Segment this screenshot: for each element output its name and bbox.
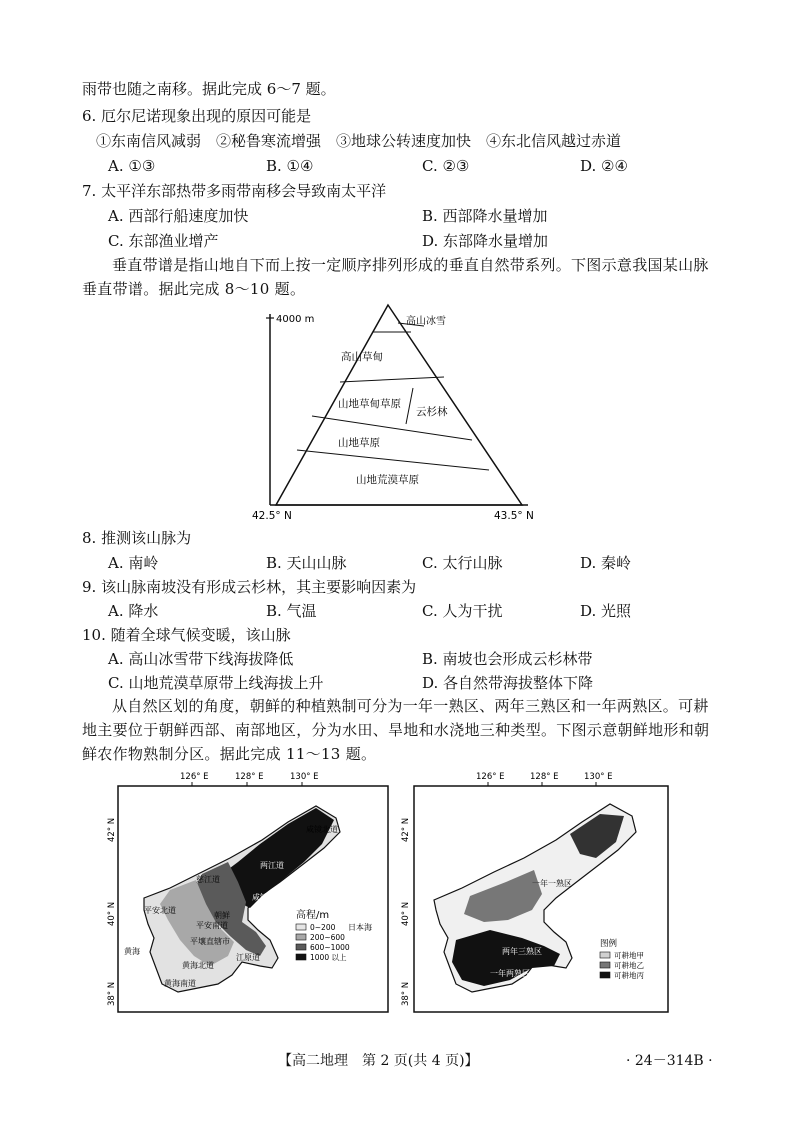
q8-option-d: D. 秦岭 <box>580 554 632 572</box>
place-chagang: 慈江道 <box>196 875 220 884</box>
paper-code: · 24－314B · <box>626 1053 713 1069</box>
legend-arable-c: 可耕地丙 <box>614 971 644 980</box>
q9-option-a: A. 降水 <box>108 602 159 620</box>
page-footer: 【高二地理 第 2 页(共 4 页)】 <box>278 1053 479 1069</box>
lat-label-38: 38° N <box>107 981 117 1006</box>
zone-mountain-steppe: 山地草原 <box>338 437 380 449</box>
lon-label-130: 130° E <box>584 772 613 782</box>
q10-option-d: D. 各自然带海拔整体下降 <box>422 674 594 692</box>
lat-label-42: 42° N <box>401 817 411 842</box>
q9-option-b: B. 气温 <box>266 602 317 620</box>
legend-0-200: 0~200 <box>310 923 336 932</box>
intro-end: 雨带也随之南移。据此完成 6～7 题。 <box>82 80 336 98</box>
q6-option-d: D. ②④ <box>580 157 628 175</box>
q7-stem: 7. 太平洋东部热带多雨带南移会导致南太平洋 <box>82 182 387 200</box>
zone-three-crops-two-years: 两年三熟区 <box>502 947 542 956</box>
legend-arable-a: 可耕地甲 <box>614 951 644 960</box>
q10-option-a: A. 高山冰雪带下线海拔降低 <box>108 650 294 668</box>
zone-alpine-ice-snow: 高山冰雪 <box>406 316 446 327</box>
q6-statements: ①东南信风减弱 ②秘鲁寒流增强 ③地球公转速度加快 ④东北信风越过赤道 <box>96 132 622 150</box>
lon-label-126: 126° E <box>180 772 209 782</box>
left-latitude-label: 42.5° N <box>252 510 292 522</box>
right-latitude-label: 43.5° N <box>494 510 534 522</box>
vertical-zonation-diagram <box>250 300 550 522</box>
zone-mountain-desert-steppe: 山地荒漠草原 <box>356 474 419 486</box>
q7-option-d: D. 东部降水量增加 <box>422 232 549 250</box>
q7-option-c: C. 东部渔业增产 <box>108 232 219 250</box>
lat-label-40: 40° N <box>107 901 117 926</box>
q8-option-a: A. 南岭 <box>108 554 159 572</box>
zone-double-crop: 一年两熟区 <box>490 969 530 978</box>
q7-option-a: A. 西部行船速度加快 <box>108 207 249 225</box>
lat-label-40: 40° N <box>401 901 411 926</box>
place-yellow-sea: 黄海 <box>124 947 140 956</box>
q6-option-a: A. ①③ <box>108 157 156 175</box>
q8-stem: 8. 推测该山脉为 <box>82 529 192 547</box>
cropping-legend-title: 图例 <box>600 939 618 949</box>
q6-option-c: C. ②③ <box>422 157 470 175</box>
place-sea-of-japan: 日本海 <box>348 923 372 932</box>
north-korea-cropping-map <box>401 770 680 1020</box>
legend-1000-plus: 1000 以上 <box>310 953 347 962</box>
place-south-hwanghae: 黄海南道 <box>164 979 196 988</box>
q10-option-b: B. 南坡也会形成云杉林带 <box>422 650 593 668</box>
zone-mountain-meadow-steppe: 山地草甸草原 <box>338 398 401 410</box>
q9-option-c: C. 人为干扰 <box>422 602 503 620</box>
q9-option-d: D. 光照 <box>580 602 632 620</box>
lon-label-128: 128° E <box>235 772 264 782</box>
q8-option-c: C. 太行山脉 <box>422 554 503 572</box>
place-north-hwanghae: 黄海北道 <box>182 961 214 970</box>
legend-600-1000: 600~1000 <box>310 943 350 952</box>
elevation-legend-title: 高程/m <box>296 910 330 921</box>
place-kangwon: 江原道 <box>236 953 260 962</box>
q8-option-b: B. 天山山脉 <box>266 554 347 572</box>
height-label-4000m: 4000 m <box>276 314 315 325</box>
place-pyongyang: 平壤直辖市 <box>190 937 230 946</box>
place-south-hamgyong: 咸镜南道 <box>252 893 284 902</box>
lat-label-38: 38° N <box>401 981 411 1006</box>
lon-label-128: 128° E <box>530 772 559 782</box>
place-ryanggang: 两江道 <box>260 861 284 870</box>
q7-option-b: B. 西部降水量增加 <box>422 207 548 225</box>
lon-label-126: 126° E <box>476 772 505 782</box>
passage-vertical-zonation: 垂直带谱是指山地自下而上按一定顺序排列形成的垂直自然带系列。下图示意我国某山脉垂直带谱。据此完成 8～10 题。 <box>82 256 709 298</box>
place-south-pyongan: 平安南道 <box>196 921 228 930</box>
legend-200-600: 200~600 <box>310 933 345 942</box>
place-north-hamgyong: 咸镜北道 <box>306 825 338 834</box>
lat-label-42: 42° N <box>107 817 117 842</box>
zone-alpine-meadow: 高山草甸 <box>341 351 383 363</box>
lon-label-130: 130° E <box>290 772 319 782</box>
zone-single-crop: 一年一熟区 <box>532 879 572 888</box>
place-korea: 朝鲜 <box>214 911 230 920</box>
q6-option-b: B. ①④ <box>266 157 314 175</box>
passage-north-korea: 从自然区划的角度，朝鲜的种植熟制可分为一年一熟区、两年三熟区和一年两熟区。可耕地主要位于朝鲜西部、南部地区，分为水田、旱地和水浇地三种类型。下图示意朝鲜地形和朝鲜农作物熟制分区。据此完成 11～13 题。 <box>82 697 710 763</box>
q10-stem: 10. 随着全球气候变暖，该山脉 <box>82 626 291 644</box>
q6-stem: 6. 厄尔尼诺现象出现的原因可能是 <box>82 107 312 125</box>
q10-option-c: C. 山地荒漠草原带上线海拔上升 <box>108 674 324 692</box>
north-korea-terrain-map <box>107 770 396 1020</box>
zone-spruce-forest: 云杉林 <box>416 406 448 418</box>
q9-stem: 9. 该山脉南坡没有形成云杉林，其主要影响因素为 <box>82 578 417 596</box>
legend-arable-b: 可耕地乙 <box>614 961 644 970</box>
place-north-pyongan: 平安北道 <box>144 906 176 915</box>
